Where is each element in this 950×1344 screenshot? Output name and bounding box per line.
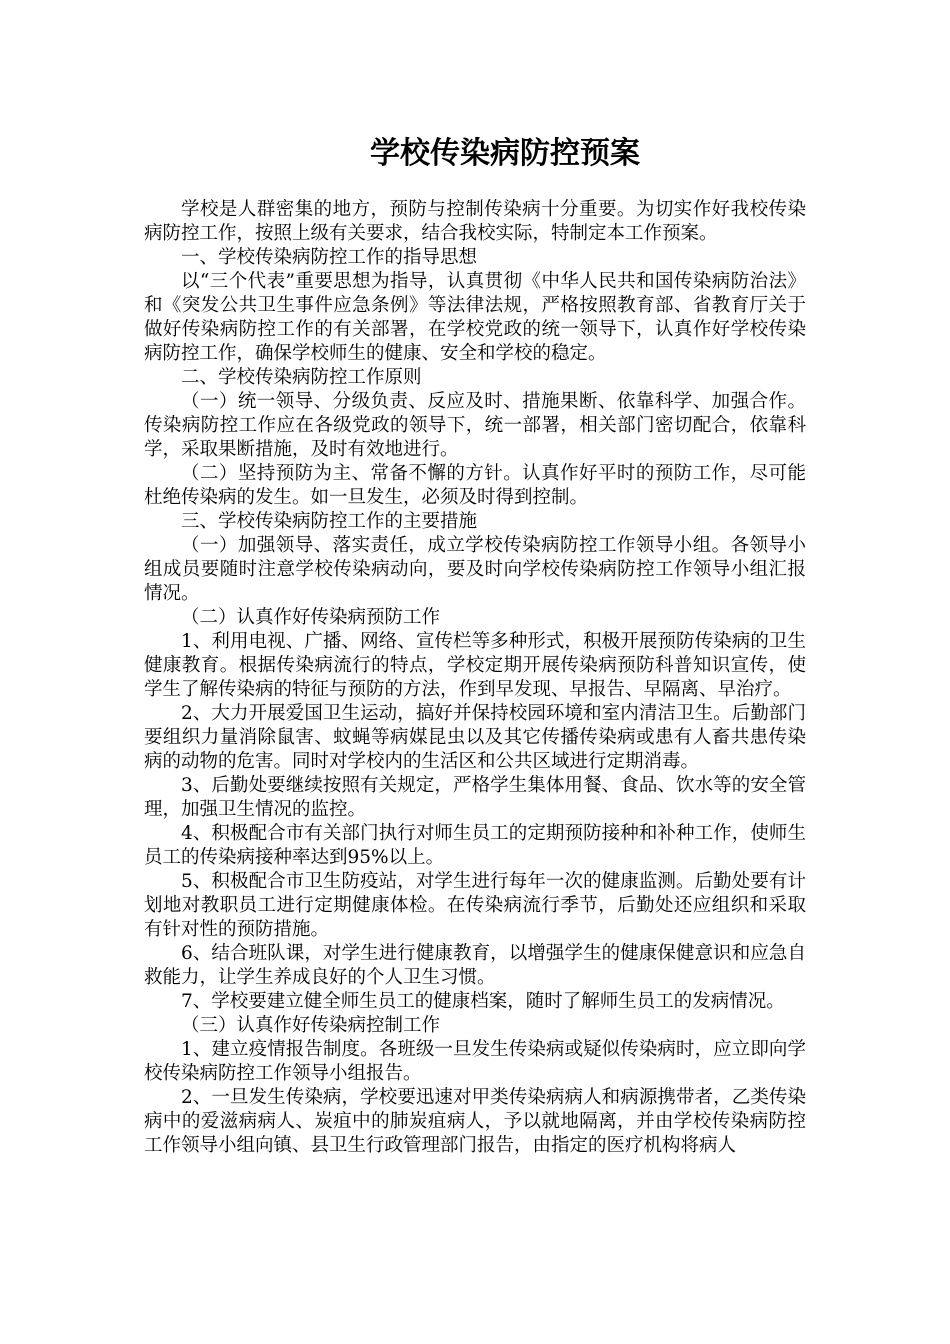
- subsection-heading: （三）认真作好传染病控制工作: [181, 1015, 441, 1036]
- list-item: 2、一旦发生传染病，学校要迅速对甲类传染病病人和病源携带者，乙类传染病中的爱滋病病人、炭疽中的肺炭疽病人，予以就地隔离，并由学校传染病防控工作领导小组向镇、县卫生行政管理部门报告，由指定的医疗机构将病人: [144, 1087, 806, 1156]
- list-item: 5、积极配合市卫生防疫站，对学生进行每年一次的健康监测。后勤处要有计划地对教职员工进行定期健康体检。在传染病流行季节，后勤处还应组织和采取有针对性的预防措施。: [144, 871, 806, 940]
- list-item: 2、大力开展爱国卫生运动，搞好并保持校园环境和室内清洁卫生。后勤部门要组织力量消除鼠害、蚊蝇等病媒昆虫以及其它传播传染病或患有人畜共患传染病的动物的危害。同时对学校内的生活区和公共区域进行定期消毒。: [144, 703, 806, 772]
- list-item: 6、结合班队课，对学生进行健康教育，以增强学生的健康保健意识和应急自救能力，让学生养成良好的个人卫生习惯。: [144, 943, 806, 988]
- list-item: 7、学校要建立健全师生员工的健康档案，随时了解师生员工的发病情况。: [181, 991, 785, 1012]
- body-paragraph: （二）坚持预防为主、常备不懈的方针。认真作好平时的预防工作，尽可能杜绝传染病的发生。如一旦发生，必须及时得到控制。: [144, 463, 806, 508]
- list-item: 3、后勤处要继续按照有关规定，严格学生集体用餐、食品、饮水等的安全管理，加强卫生情况的监控。: [144, 775, 806, 820]
- intro-paragraph: 学校是人群密集的地方，预防与控制传染病十分重要。为切实作好我校传染病防控工作，按照上级有关要求，结合我校实际，特制定本工作预案。: [144, 199, 806, 244]
- body-paragraph: （一）统一领导、分级负责、反应及时、措施果断、依靠科学、加强合作。传染病防控工作应在各级党政的领导下，统一部署，相关部门密切配合，依靠科学，采取果断措施，及时有效地进行。: [144, 391, 806, 460]
- list-item: 4、积极配合市有关部门执行对师生员工的定期预防接种和补种工作，使师生员工的传染病接种率达到95%以上。: [144, 823, 806, 868]
- document-body: [144, 198, 806, 1158]
- subsection-heading: （二）认真作好传染病预防工作: [181, 607, 441, 628]
- list-item: 1、建立疫情报告制度。各班级一旦发生传染病或疑似传染病时，应立即向学校传染病防控工作领导小组报告。: [144, 1039, 806, 1084]
- body-paragraph: （一）加强领导、落实责任，成立学校传染病防控工作领导小组。各领导小组成员要随时注意学校传染病动向，要及时向学校传染病防控工作领导小组汇报情况。: [144, 535, 806, 604]
- list-item: 1、利用电视、广播、网络、宣传栏等多种形式，积极开展预防传染病的卫生健康教育。根据传染病流行的特点，学校定期开展传染病预防科普知识宣传，使学生了解传染病的特征与预防的方法，作到早发现、早报告、早隔离、早治疗。: [144, 631, 806, 700]
- body-paragraph: 以“三个代表”重要思想为指导，认真贯彻《中华人民共和国传染病防治法》和《突发公共卫生事件应急条例》等法律法规，严格按照教育部、省教育厅关于做好传染病防控工作的有关部署，在学校党政的统一领导下，认真作好学校传染病防控工作，确保学校师生的健康、安全和学校的稳定。: [144, 271, 806, 364]
- section-heading: 二、学校传染病防控工作原则: [181, 367, 422, 388]
- section-heading: 一、学校传染病防控工作的指导思想: [181, 247, 478, 268]
- document-title: 学校传染病防控预案: [370, 136, 640, 171]
- section-heading: 三、学校传染病防控工作的主要措施: [181, 511, 478, 532]
